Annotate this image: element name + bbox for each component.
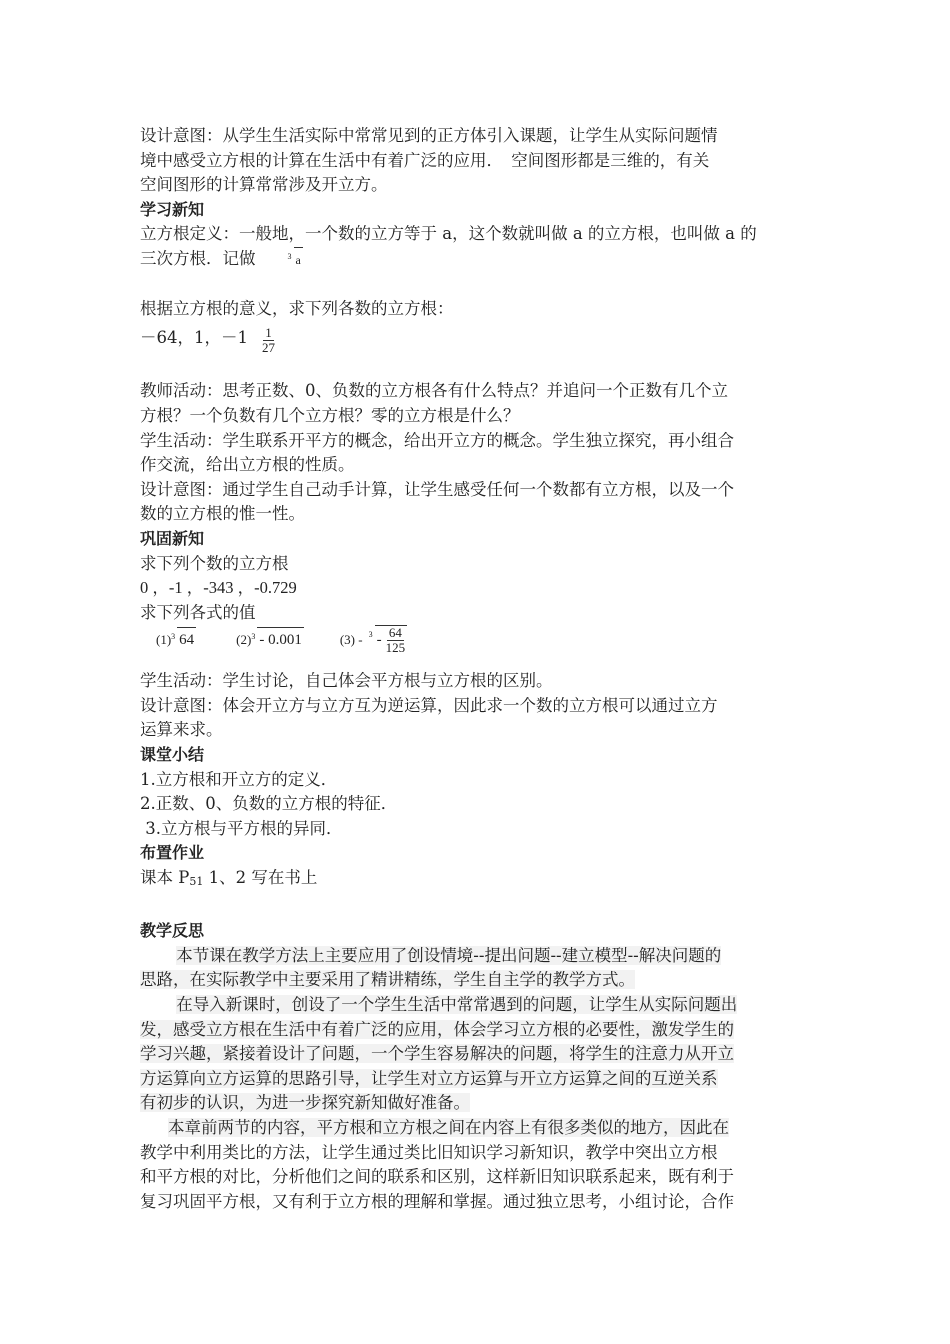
homework-line: 课本 P51 1、2 写在书上 (140, 868, 318, 889)
design-intent: 设计意图：体会开立方与立方互为逆运算，因此求一个数的立方根可以通过立方 (140, 695, 718, 715)
summary-item: 2.正数、0、负数的立方根的特征． (140, 794, 398, 814)
section-heading-summary: 课堂小结 (140, 745, 205, 765)
numbers-row (140, 322, 812, 355)
expression-2: (2) 3 - 0.001 (236, 627, 304, 653)
reflection-line: 本章前两节的内容，平方根和立方根之间在内容上有很多类似的地方，因此在 (168, 1117, 730, 1137)
expressions-row (140, 625, 812, 655)
reflection-line: 复习巩固平方根，又有利于立方根的理解和掌握。通过独立思考，小组讨论，合作 (140, 1191, 734, 1211)
design-intent: 设计意图：通过学生自己动手计算，让学生感受任何一个数都有立方根，以及一个 (140, 479, 734, 499)
intro-line: 空间图形的计算常常涉及开立方。 (140, 175, 388, 195)
task-line: 求下列各式的值 (140, 602, 256, 622)
reflection-line: 发，感受立方根在生活中有着广泛的应用，体会学习立方根的必要性，激发学生的 (140, 1019, 734, 1039)
summary-item: 1.立方根和开立方的定义． (140, 769, 338, 789)
reflection-line: 思路，在实际教学中主要采用了精讲精练，学生自主学的教学方式。 (140, 970, 635, 990)
fraction-one-27: $\frac{1}{27}$ (262, 324, 275, 355)
definition-line: 立方根定义：一般地，一个数的立方等于 a，这个数就叫做 a 的立方根，也叫做 a 的 (140, 224, 757, 244)
reflection-line: 有初步的认识，为进一步探究新知做好准备。 (140, 1093, 470, 1113)
definition-notation-row (140, 247, 812, 273)
reflection-line: 在导入新课时，创设了一个学生生活中常常遇到的问题，让学生从实际问题出 (176, 995, 738, 1014)
document-page (140, 124, 812, 1214)
reflection-line: 学习兴趣，紧接着设计了问题，一个学生容易解决的问题，将学生的注意力从开立 (140, 1044, 734, 1064)
expression-3: (3) - 3 - $\frac{64}{125}$ (339, 625, 406, 656)
student-activity: 学生活动：学生讨论，自己体会平方根与立方根的区别。 (140, 671, 553, 691)
task-line: 求下列个数的立方根 (140, 553, 289, 573)
task-line: 根据立方根的意义，求下列各数的立方根： (140, 299, 454, 319)
reflection-line: 教学中利用类比的方法，让学生通过类比旧知识学习新知识，教学中突出立方根 (140, 1142, 718, 1162)
expression-1: (1) 3 64 (156, 627, 196, 653)
design-intent: 运算来求。 (140, 720, 223, 740)
teacher-activity: 方根？一个负数有几个立方根？零的立方根是什么？ (140, 405, 520, 425)
reflection-line: 方运算向立方运算的思路引导，让学生对立方运算与开立方运算之间的互逆关系 (140, 1068, 718, 1088)
intro-line: 境中感受立方根的计算在生活中有着广泛的应用． 空间图形都是三维的，有关 (140, 150, 710, 170)
student-activity: 作交流，给出立方根的性质。 (140, 455, 355, 475)
intro-line: 设计意图：从学生生活实际中常常见到的正方体引入课题，让学生从实际问题情 (140, 126, 718, 145)
section-heading-reflection: 教学反思 (140, 921, 205, 941)
cube-root-notation: 3 a (288, 247, 303, 273)
values-line: 0 ，-1 ，-343 ，-0.729 (140, 578, 297, 598)
numbers-text: －64，1，－1 (140, 327, 248, 347)
reflection-line: 本节课在教学方法上主要应用了创设情境--提出问题--建立模型--解决问题的 (176, 945, 722, 965)
student-activity: 学生活动：学生联系开平方的概念，给出开立方的概念。学生独立探究，再小组合 (140, 430, 734, 450)
reflection-line: 和平方根的对比，分析他们之间的联系和区别，这样新旧知识联系起来，既有利于 (140, 1167, 734, 1187)
section-heading-consolidate: 巩固新知 (140, 528, 205, 548)
section-heading-homework: 布置作业 (140, 843, 205, 863)
teacher-activity: 教师活动：思考正数、0、负数的立方根各有什么特点？并追问一个正数有几个立 (140, 381, 728, 401)
section-heading-learn: 学习新知 (140, 199, 205, 219)
summary-item: 3.立方根与平方根的异同． (140, 818, 343, 838)
design-intent: 数的立方根的惟一性。 (140, 504, 305, 524)
definition-line: 三次方根．记做 (140, 249, 256, 269)
